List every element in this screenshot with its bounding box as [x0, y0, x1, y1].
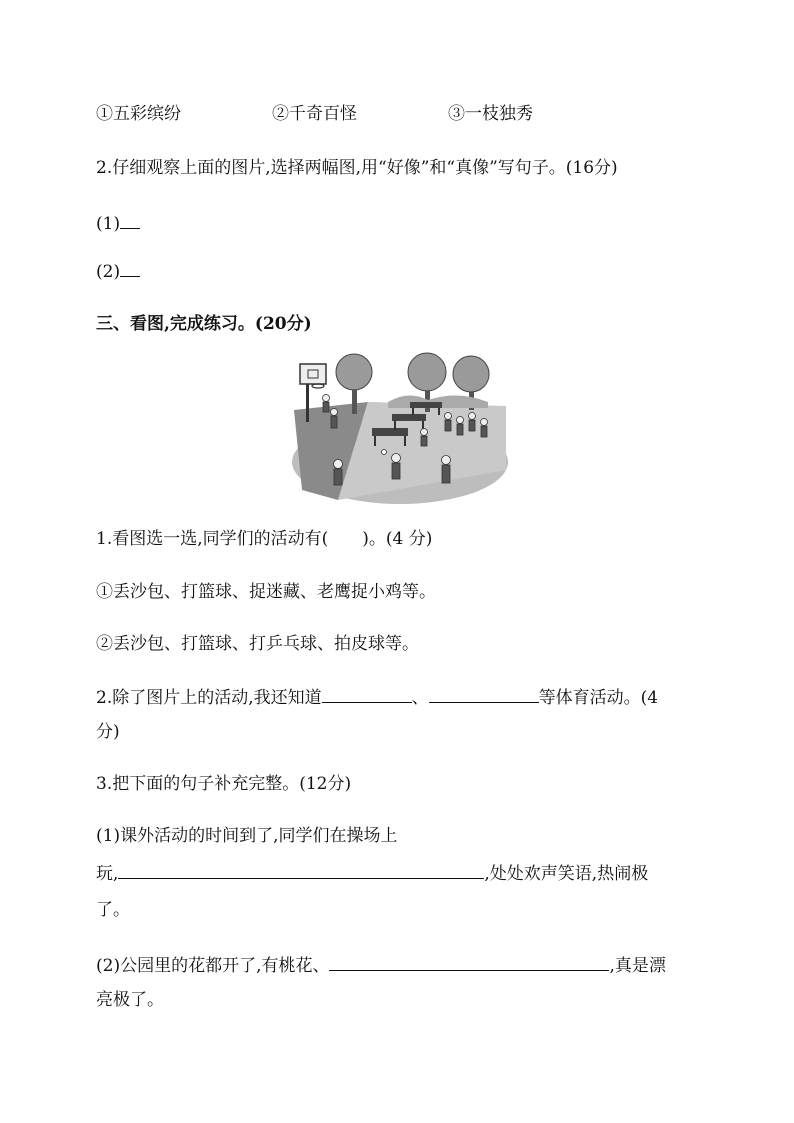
s3-q3-s2-line1 — [96, 952, 666, 978]
s3-q3-s1-after: ,处处欢声笑语,热闹极 — [484, 864, 649, 884]
option-1[interactable]: ①五彩缤纷 — [96, 104, 181, 124]
s3-q1-prompt-after: )。(4 分) — [362, 529, 433, 549]
s3-q3-s2-line2: 亮极了。 — [96, 990, 164, 1010]
sandbag — [382, 450, 387, 455]
s3-q2-blank2[interactable] — [429, 684, 539, 703]
s3-q3-s1-line3: 了。 — [96, 900, 130, 920]
playground-illustration — [288, 350, 508, 505]
s3-q3-s1-line2 — [96, 860, 648, 886]
s3-q3-s2-blank[interactable] — [329, 952, 609, 971]
s3-q2-sep: 、 — [411, 688, 429, 708]
s3-q2-blank1[interactable] — [322, 684, 412, 703]
option-2[interactable]: ②千奇百怪 — [272, 104, 357, 124]
s3-q1-option1[interactable]: ①丢沙包、打篮球、捉迷藏、老鹰捉小鸡等。 — [96, 582, 436, 602]
q2-prompt: 2.仔细观察上面的图片,选择两幅图,用“好像”和“真像”写句子。(16分) — [96, 158, 618, 178]
s3-q3-prompt: 3.把下面的句子补充完整。(12分) — [96, 774, 352, 794]
q2-sub2 — [96, 258, 140, 284]
s3-q2-wrap: 分) — [96, 722, 120, 742]
q2-sub2-label: (2) — [96, 262, 121, 282]
q2-sub1-answer[interactable] — [120, 210, 140, 229]
s3-q2-after: 等体育活动。(4 — [538, 688, 659, 708]
section3-title: 三、看图,完成练习。(20分) — [96, 314, 312, 334]
s3-q3-s1-blank[interactable] — [118, 860, 484, 879]
s3-q2-before: 2.除了图片上的活动,我还知道 — [96, 688, 322, 708]
options-row — [96, 102, 533, 126]
s3-q3-s1-before: 玩, — [96, 864, 119, 884]
s3-q1-prompt-before: 1.看图选一选,同学们的活动有( — [96, 529, 329, 549]
q2-sub1-label: (1) — [96, 214, 121, 234]
s3-q1-prompt — [96, 527, 432, 551]
s3-q3-s1-line1: (1)课外活动的时间到了,同学们在操场上 — [96, 826, 398, 846]
s3-q2 — [96, 684, 658, 710]
q2-sub2-answer[interactable] — [120, 258, 140, 277]
s3-q1-option2[interactable]: ②丢沙包、打篮球、打乒乓球、拍皮球等。 — [96, 634, 419, 654]
s3-q3-s2-after: ,真是漂 — [609, 956, 666, 976]
s3-q3-s2-before: (2)公园里的花都开了,有桃花、 — [96, 956, 330, 976]
q2-sub1 — [96, 210, 140, 236]
option-3[interactable]: ③一枝独秀 — [448, 104, 533, 124]
